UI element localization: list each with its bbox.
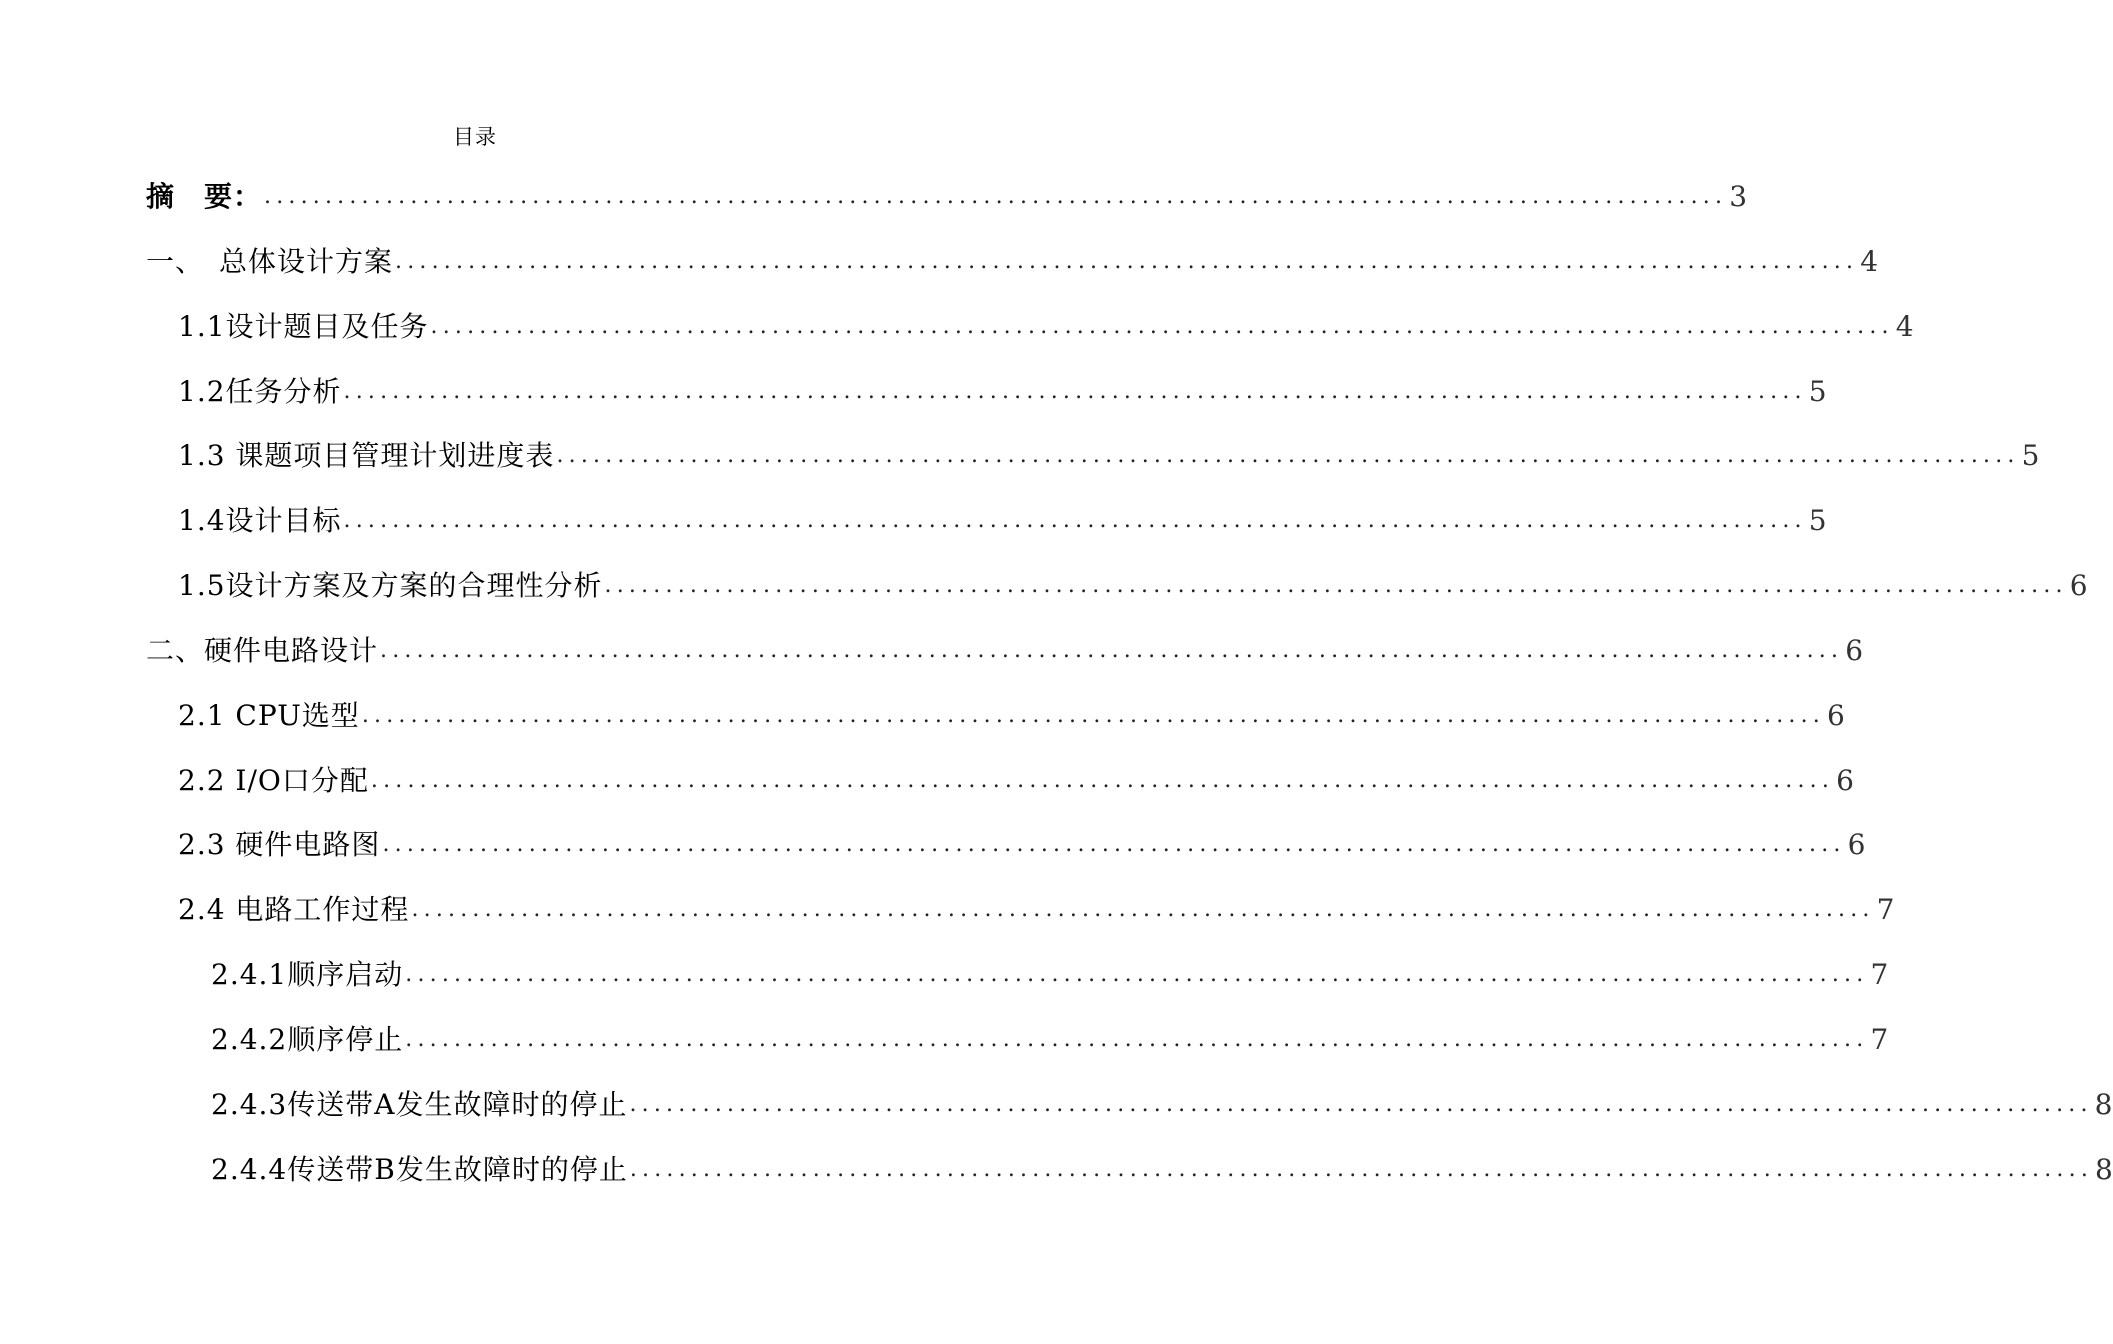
toc-dot-leader: ........................................................................................................................ [604, 573, 2068, 598]
toc-dot-leader: ........................................................................................................................ [264, 184, 1728, 209]
toc-dot-leader: ........................................................................................................................ [382, 832, 1846, 857]
toc-entry-1-3[interactable] [178, 417, 2040, 481]
toc-page-number: 7 [1870, 1023, 1889, 1056]
toc-entry-2-4-4[interactable] [211, 1131, 2113, 1195]
toc-dot-leader: ........................................................................................................................ [629, 1157, 2094, 1182]
toc-page-number: 4 [1895, 310, 1914, 343]
toc-dot-leader: ........................................................................................................................ [405, 1027, 1869, 1052]
toc-page-number: 8 [2095, 1153, 2113, 1186]
toc-entry-1-5[interactable] [178, 547, 2088, 611]
toc-entry-label: 2.4.2顺序停止 [211, 1023, 404, 1056]
toc-entry-label: 摘 要： [146, 180, 263, 213]
toc-entry-2-4[interactable] [178, 871, 1895, 935]
toc-dot-leader: ........................................................................................................................ [343, 508, 1807, 533]
toc-entry-label: 二、硬件电路设计 [146, 634, 379, 667]
toc-dot-leader: ........................................................................................................................ [405, 962, 1869, 987]
toc-entry-label: 1.5设计方案及方案的合理性分析 [178, 569, 603, 602]
toc-title: 目录 [453, 125, 497, 149]
toc-entry-label: 一、 总体设计方案 [146, 245, 394, 278]
toc-entry-chapter-1[interactable] [146, 223, 1879, 287]
toc-dot-leader: ........................................................................................................................ [380, 638, 1844, 663]
toc-dot-leader: ........................................................................................................................ [343, 379, 1807, 404]
toc-dot-leader: ........................................................................................................................ [556, 443, 2020, 468]
toc-entry-chapter-2[interactable] [146, 612, 1864, 676]
toc-entry-2-4-2[interactable] [211, 1001, 1889, 1065]
toc-entry-label: 2.2 I/O口分配 [178, 764, 369, 797]
toc-page-number: 7 [1870, 958, 1889, 991]
toc-entry-2-2[interactable] [178, 742, 1854, 806]
toc-entry-2-3[interactable] [178, 806, 1866, 870]
toc-entry-label: 1.3 课题项目管理计划进度表 [178, 439, 555, 472]
toc-page-number: 6 [2069, 569, 2088, 602]
toc-entry-label: 1.4设计目标 [178, 504, 342, 537]
toc-entry-abstract[interactable] [146, 158, 1748, 222]
toc-page-number: 6 [1845, 634, 1864, 667]
toc-page-number: 6 [1836, 764, 1854, 797]
toc-dot-leader: ........................................................................................................................ [370, 768, 1835, 793]
toc-entry-label: 2.4.3传送带A发生故障时的停止 [211, 1088, 628, 1121]
toc-dot-leader: ........................................................................................................................ [411, 897, 1875, 922]
toc-entry-label: 1.2任务分析 [178, 375, 342, 408]
toc-entry-1-1[interactable] [178, 288, 1914, 352]
toc-dot-leader: ........................................................................................................................ [629, 1092, 2093, 1117]
toc-dot-leader: ........................................................................................................................ [430, 314, 1894, 339]
toc-page-number: 6 [1847, 828, 1866, 861]
toc-dot-leader: ........................................................................................................................ [395, 249, 1859, 274]
toc-page-number: 4 [1860, 245, 1879, 278]
toc-entry-label: 2.1 CPU选型 [178, 699, 360, 732]
toc-page-number: 5 [1808, 375, 1827, 408]
toc-page-number: 6 [1827, 699, 1845, 732]
toc-entry-1-2[interactable] [178, 353, 1827, 417]
toc-entry-label: 2.4 电路工作过程 [178, 893, 410, 926]
toc-entry-label: 2.3 硬件电路图 [178, 828, 381, 861]
toc-page-number: 5 [2021, 439, 2040, 472]
toc-entry-label: 1.1设计题目及任务 [178, 310, 429, 343]
toc-entry-label: 2.4.4传送带B发生故障时的停止 [211, 1153, 628, 1186]
toc-dot-leader: ........................................................................................................................ [361, 703, 1825, 728]
toc-entry-2-4-1[interactable] [211, 936, 1889, 1000]
toc-page-number: 5 [1808, 504, 1827, 537]
toc-entry-2-4-3[interactable] [211, 1066, 2113, 1130]
toc-page-number: 8 [2094, 1088, 2113, 1121]
toc-entry-label: 2.4.1顺序启动 [211, 958, 404, 991]
toc-page-number: 3 [1729, 180, 1748, 213]
toc-entry-1-4[interactable] [178, 482, 1827, 546]
toc-entry-2-1[interactable] [178, 677, 1845, 741]
toc-page-number: 7 [1876, 893, 1895, 926]
